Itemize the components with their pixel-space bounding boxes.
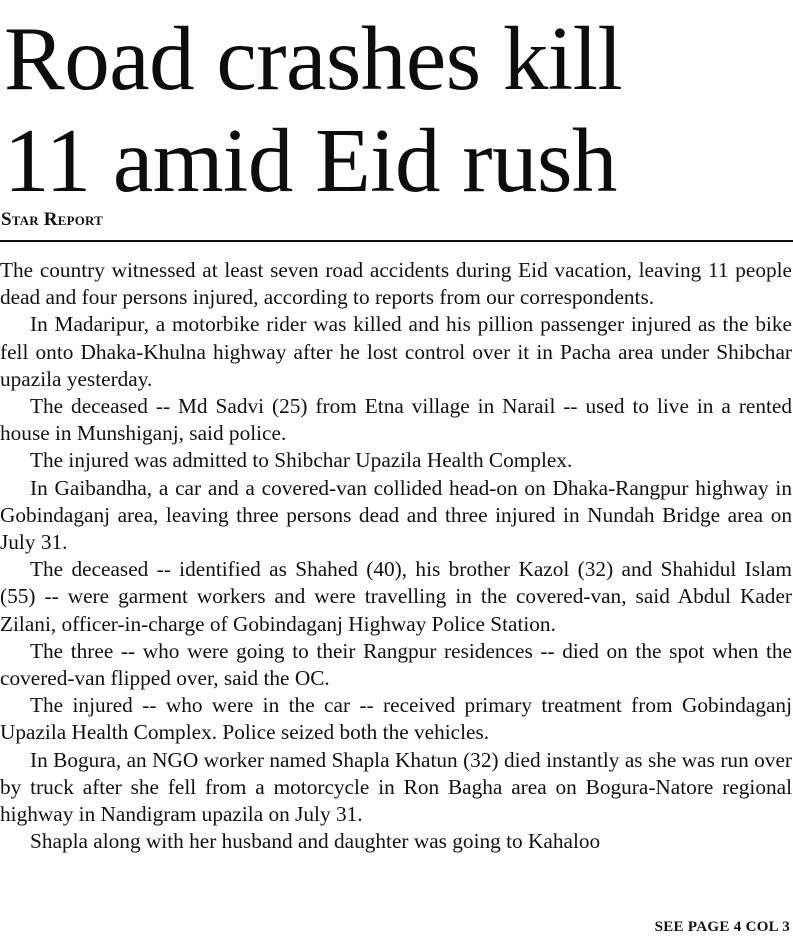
paragraph-2: In Madaripur, a motorbike rider was killed and his pillion passenger injured as the bike fell onto Dhaka-Khulna highway after he lost control over it in Pacha area under Shibchar upazila yesterday.: [0, 312, 792, 391]
headline-line-2: 11 amid Eid rush: [4, 110, 617, 211]
continued-jump-line: SEE PAGE 4 COL 3: [654, 919, 790, 935]
paragraph-1: The country witnessed at least seven road accidents during Eid vacation, leaving 11 people dead and four persons injured, according to reports from our correspondents.: [0, 258, 792, 310]
article-body: [0, 257, 792, 855]
paragraph-4: The injured was admitted to Shibchar Upazila Health Complex.: [30, 448, 573, 473]
paragraph-5: In Gaibandha, a car and a covered-van collided head-on on Dhaka-Rangpur highway in Gobindaganj area, leaving three persons dead and three injured in Nundah Bridge area on July 31.: [0, 475, 792, 555]
paragraph-8: The injured -- who were in the car -- received primary treatment from Gobindaganj Upazila Health Complex. Police seized both the vehicles.: [0, 693, 792, 745]
byline: Star Report: [1, 209, 104, 230]
paragraph-3: The deceased -- Md Sadvi (25) from Etna village in Narail -- used to live in a rented house in Munshiganj, said police.: [0, 394, 792, 446]
paragraph-10: Shapla along with her husband and daughter was going to Kahaloo: [30, 829, 601, 854]
divider-rule: [0, 240, 793, 242]
paragraph-9: In Bogura, an NGO worker named Shapla Khatun (32) died instantly as she was run over by truck after she fell from a motorcycle in Ron Bagha area on Bogura-Natore regional highway in Nandigram upazila on July 31.: [0, 747, 792, 827]
headline-line-1: Road crashes kill: [4, 8, 623, 109]
paragraph-7: The three -- who were going to their Rangpur residences -- died on the spot when the covered-van flipped over, said the OC.: [0, 638, 792, 691]
paragraph-6: The deceased -- identified as Shahed (40), his brother Kazol (32) and Shahidul Islam (55) -- were garment workers and were travelling in the covered-van, said Abdul Kader Zilani, officer-in-charge of Gobindaganj Highway Police Station.: [0, 557, 792, 636]
headline: [4, 8, 789, 212]
